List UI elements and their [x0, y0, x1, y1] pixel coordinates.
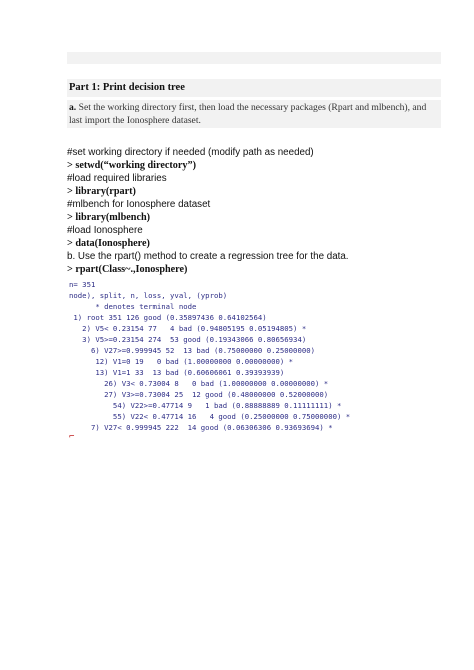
header-band: [67, 52, 441, 64]
console-line: 1) root 351 126 good (0.35897436 0.64102564): [69, 313, 267, 322]
r-console-output: [69, 279, 449, 441]
code-block: [67, 146, 447, 276]
console-line: 3) V5>=0.23154 274 53 good (0.19343066 0.80656934): [69, 335, 307, 344]
console-line: node), split, n, loss, yval, (yprob): [69, 291, 228, 300]
console-line: 12) V1=0 19 0 bad (1.00000000 0.00000000) *: [69, 357, 294, 366]
code-line: #mlbench for Ionosphere dataset: [67, 199, 211, 210]
console-cursor-icon: ⌐: [69, 432, 75, 442]
code-line: > rpart(Class~.,Ionosphere): [67, 264, 188, 275]
console-line: 7) V27< 0.999945 222 14 good (0.06306306 0.93693694) *: [69, 423, 333, 432]
code-line: #set working directory if needed (modify path as needed): [67, 147, 314, 158]
console-line: 26) V3< 0.73004 8 0 bad (1.00000000 0.00000000) *: [69, 379, 329, 388]
code-line: > library(rpart): [67, 186, 136, 197]
console-line: 2) V5< 0.23154 77 4 bad (0.94805195 0.05194805) *: [69, 324, 307, 333]
code-line: > data(Ionosphere): [67, 238, 150, 249]
console-line: 6) V27>=0.999945 52 13 bad (0.75000000 0.25000000): [69, 346, 316, 355]
instruction-marker: a.: [69, 102, 77, 113]
console-line: 54) V22>=0.47714 9 1 bad (0.88888889 0.11111111) *: [69, 401, 342, 410]
console-line: 13) V1=1 33 13 bad (0.60606061 0.39393939): [69, 368, 285, 377]
console-line: n= 351: [69, 280, 96, 289]
code-line: > setwd(“working directory”): [67, 160, 196, 171]
code-line: #load Ionosphere: [67, 225, 143, 236]
console-line: 27) V3>=0.73004 25 12 good (0.48000000 0.52000000): [69, 390, 329, 399]
code-line: b. Use the rpart() method to create a regression tree for the data.: [67, 251, 349, 262]
code-line: #load required libraries: [67, 173, 167, 184]
code-line: > library(mlbench): [67, 212, 151, 223]
section-heading: Part 1: Print decision tree: [67, 79, 441, 97]
instruction-text: Set the working directory first, then load the necessary packages (Rpart and mlbench), and last import the Ionosphere dataset.: [69, 102, 427, 126]
console-line: 55) V22< 0.47714 16 4 good (0.25000000 0.75000000) *: [69, 412, 351, 421]
console-line: * denotes terminal node: [69, 302, 197, 311]
instruction-box: [67, 100, 441, 128]
